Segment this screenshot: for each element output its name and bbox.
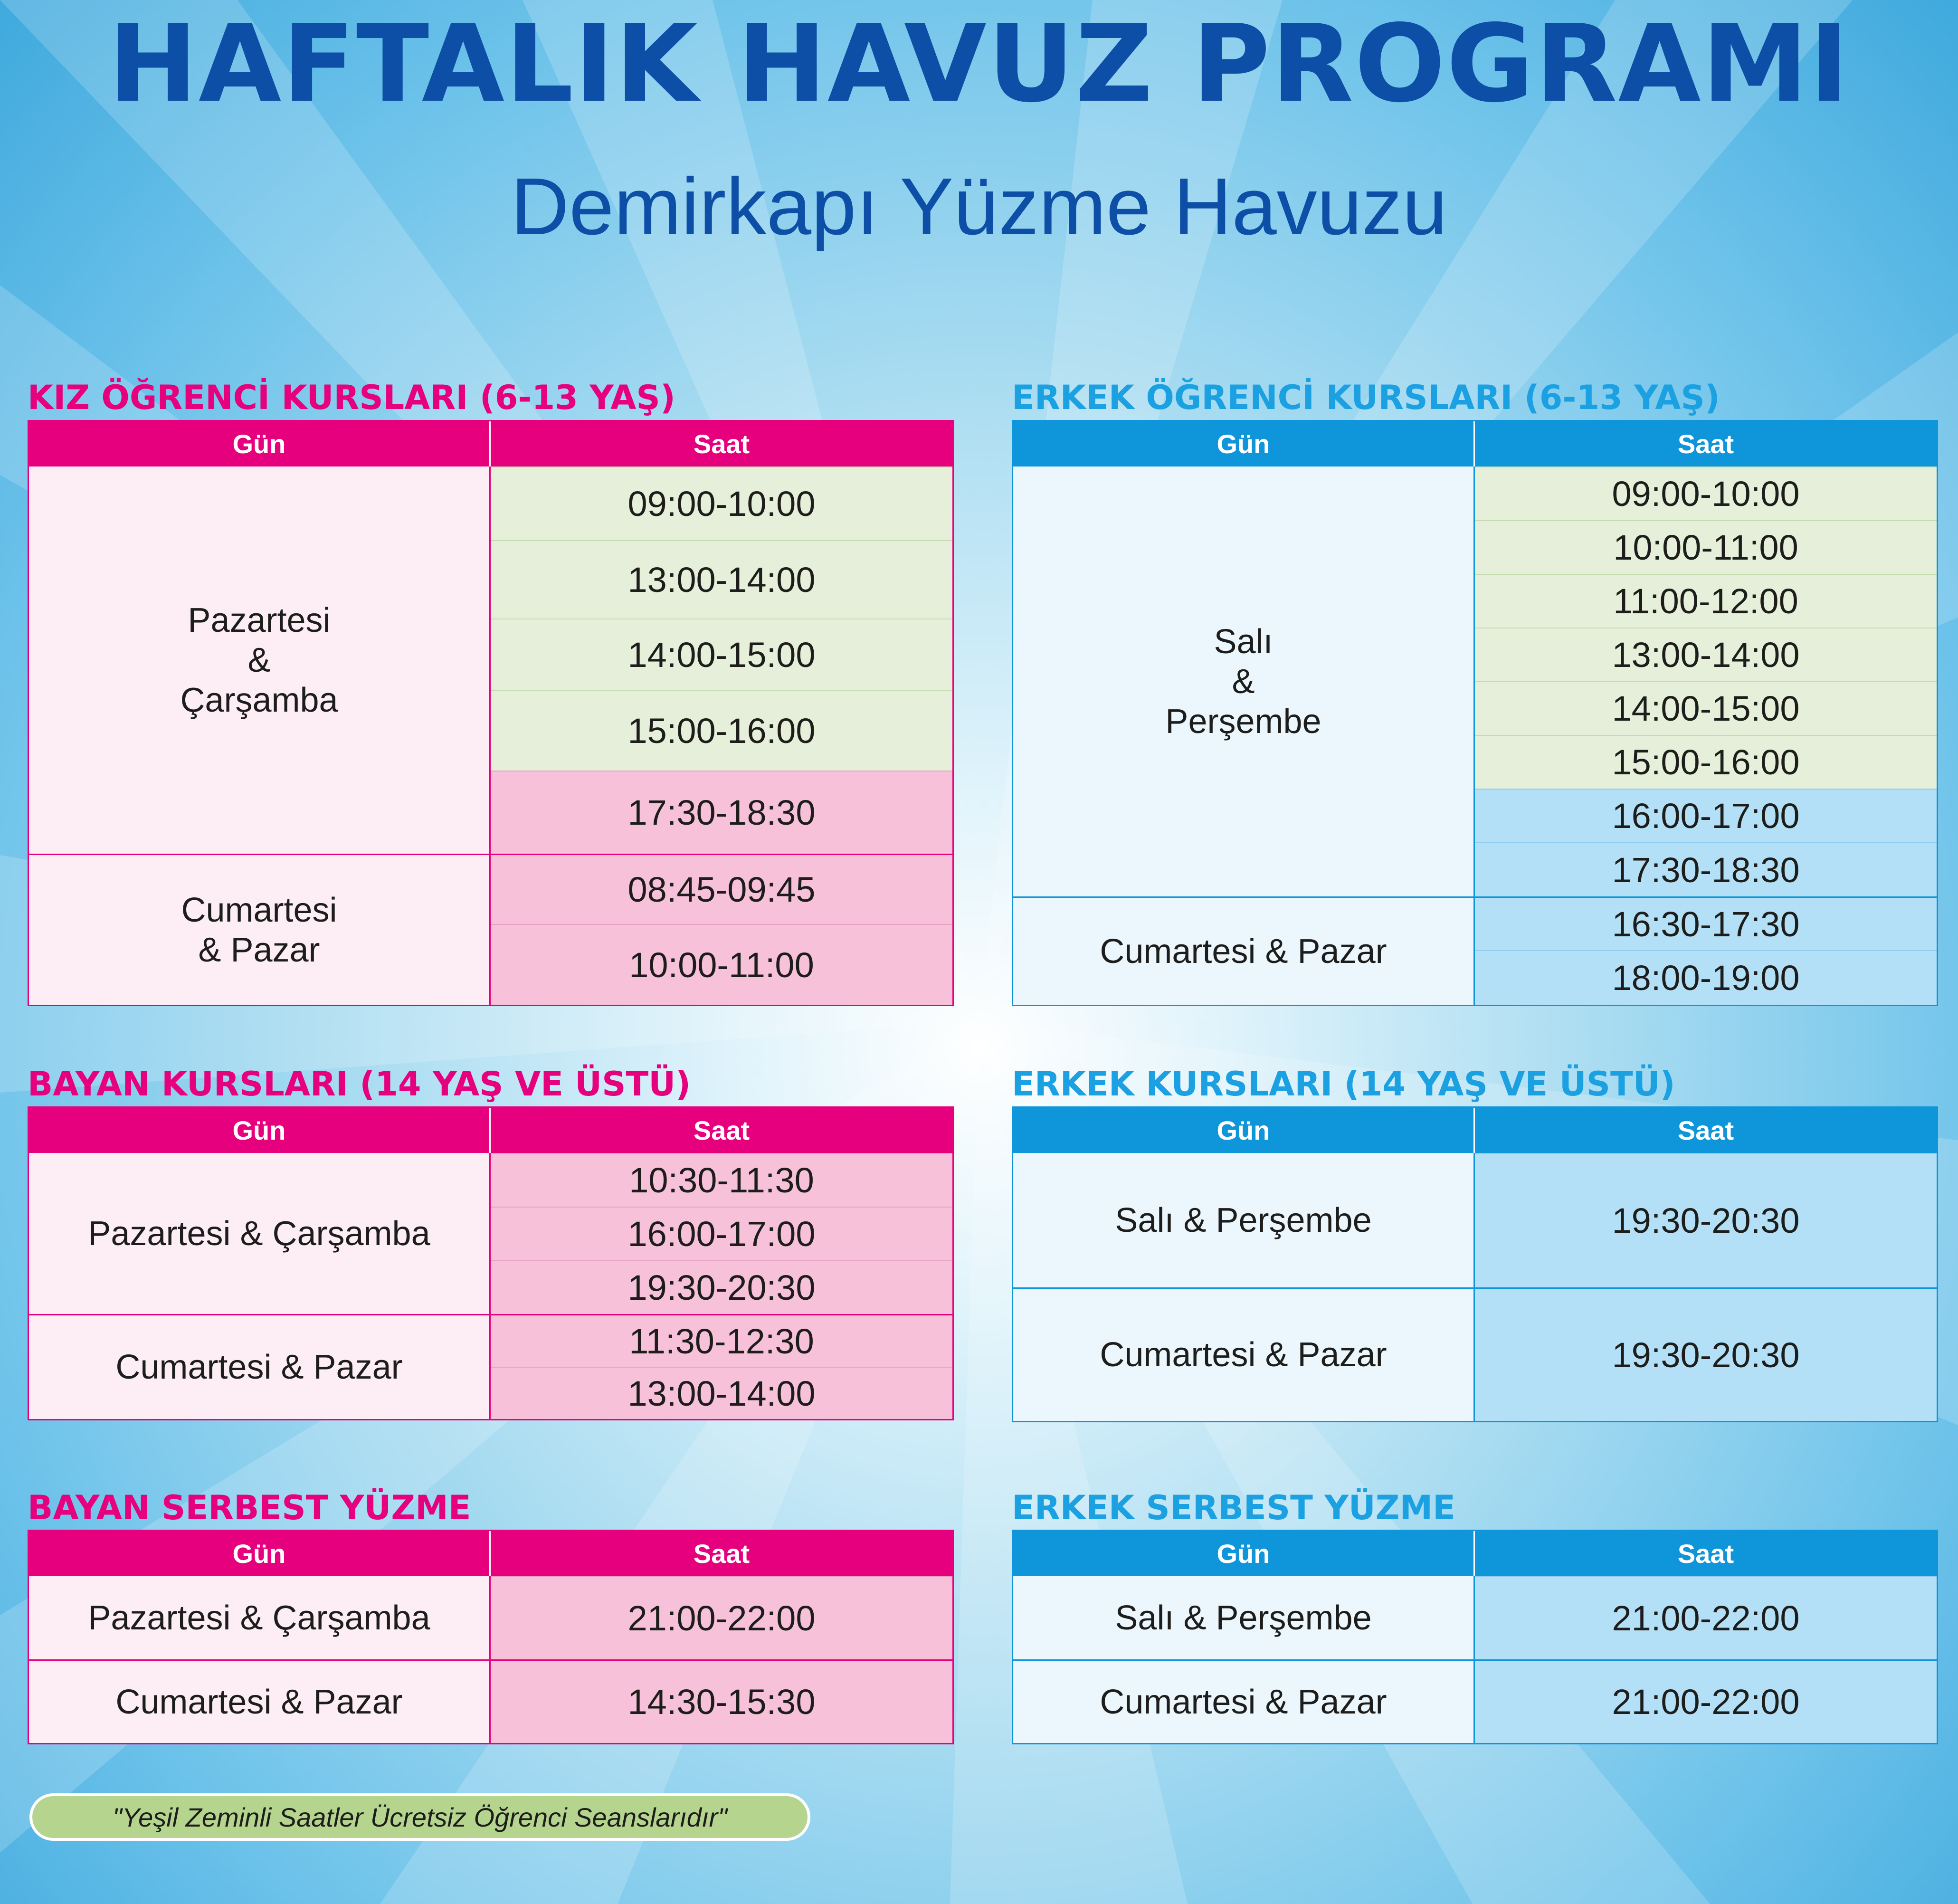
column-header-time: Saat [1677,1539,1734,1569]
time-cell: 16:00-17:00 [491,1207,952,1260]
time-cell: 11:00-12:00 [1475,574,1937,628]
day-cell: Cumartesi & Pazar [29,1314,491,1419]
table-header [1013,421,1937,466]
day-cell: Pazartesi & Çarşamba [29,1576,491,1659]
section-title-bayan-serbest: BAYAN SERBEST YÜZME [28,1488,471,1527]
section-title-bayan-kurs: BAYAN KURSLARI (14 YAŞ VE ÜSTÜ) [28,1065,691,1104]
time-cell: 13:00-14:00 [491,540,952,619]
time-cell: 10:30-11:30 [491,1153,952,1207]
day-cell: Salı & Perşembe [1013,1576,1475,1659]
time-cell: 10:00-11:00 [491,924,952,1005]
time-cell: 21:00-22:00 [1475,1659,1937,1743]
time-cell: 09:00-10:00 [491,466,952,540]
page-title: HAFTALIK HAVUZ PROGRAMI [108,2,1850,126]
time-cell: 15:00-16:00 [1475,735,1937,789]
time-cell: 11:30-12:30 [491,1314,952,1367]
time-cell: 19:30-20:30 [1475,1153,1937,1287]
time-cell: 16:30-17:30 [1475,896,1937,950]
column-header-time: Saat [1677,429,1734,459]
time-cell: 18:00-19:00 [1475,950,1937,1005]
section-title-erkek-ogrenci: ERKEK ÖĞRENCİ KURSLARI (6-13 YAŞ) [1012,378,1720,417]
day-cell: Pazartesi & Çarşamba [29,1153,491,1314]
table-header [1013,1108,1937,1153]
time-cell: 13:00-14:00 [491,1367,952,1419]
column-header-time: Saat [693,429,750,459]
table-header [29,1531,952,1576]
section-title-kiz-ogrenci: KIZ ÖĞRENCİ KURSLARI (6-13 YAŞ) [28,378,675,417]
day-cell: Cumartesi & Pazar [1013,1659,1475,1743]
column-header-time: Saat [1677,1115,1734,1145]
time-cell: 14:00-15:00 [1475,681,1937,735]
day-cell: Cumartesi & Pazar [29,1659,491,1743]
schedule-table-erkek-serbest [1012,1530,1938,1744]
schedule-table-kiz-ogrenci [28,420,954,1006]
column-header-day: Gün [29,421,491,466]
time-cell: 14:00-15:00 [491,619,952,690]
time-cell: 19:30-20:30 [491,1260,952,1314]
section-title-erkek-serbest: ERKEK SERBEST YÜZME [1012,1488,1455,1527]
time-cell: 14:30-15:30 [491,1659,952,1743]
table-header [1013,1531,1937,1576]
day-cell: Salı & Perşembe [1013,466,1475,896]
schedule-table-erkek-ogrenci [1012,420,1938,1006]
column-header-day: Gün [1013,421,1475,466]
schedule-table-erkek-kurs [1012,1106,1938,1422]
section-title-erkek-kurs: ERKEK KURSLARI (14 YAŞ VE ÜSTÜ) [1012,1065,1675,1104]
day-cell: Cumartesi & Pazar [1013,1287,1475,1421]
table-header [29,421,952,466]
time-cell: 10:00-11:00 [1475,520,1937,574]
column-header-day: Gün [1013,1108,1475,1153]
time-cell: 19:30-20:30 [1475,1287,1937,1421]
time-cell: 13:00-14:00 [1475,628,1937,681]
time-cell: 21:00-22:00 [491,1576,952,1659]
free-session-note: "Yeşil Zeminli Saatler Ücretsiz Öğrenci Seanslarıdır" [29,1793,810,1841]
time-cell: 09:00-10:00 [1475,466,1937,520]
time-cell: 21:00-22:00 [1475,1576,1937,1659]
schedule-table-bayan-kurs [28,1106,954,1420]
day-cell: Cumartesi & Pazar [1013,896,1475,1005]
pool-name: Demirkapı Yüzme Havuzu [511,162,1447,252]
day-cell: Cumartesi & Pazar [29,854,491,1005]
column-header-day: Gün [1013,1531,1475,1576]
time-cell: 16:00-17:00 [1475,789,1937,842]
day-cell: Pazartesi & Çarşamba [29,466,491,854]
time-cell: 17:30-18:30 [491,771,952,854]
day-cell: Salı & Perşembe [1013,1153,1475,1287]
time-cell: 15:00-16:00 [491,690,952,771]
time-cell: 08:45-09:45 [491,854,952,924]
column-header-day: Gün [29,1531,491,1576]
column-header-day: Gün [29,1108,491,1153]
table-header [29,1108,952,1153]
column-header-time: Saat [693,1115,750,1145]
time-cell: 17:30-18:30 [1475,842,1937,896]
schedule-table-bayan-serbest [28,1530,954,1744]
column-header-time: Saat [693,1539,750,1569]
